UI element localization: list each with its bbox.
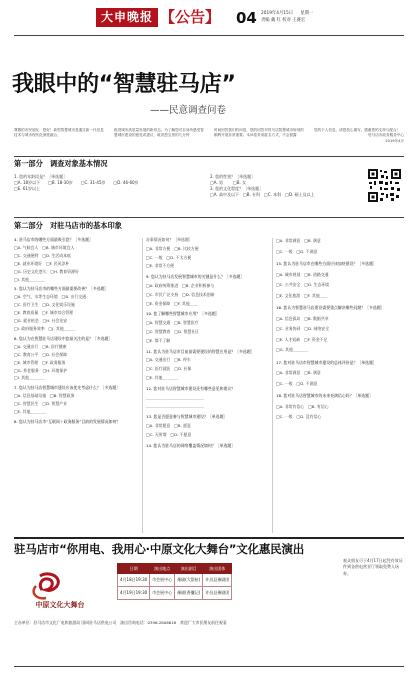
age-option-d[interactable]: □D. 46-60岁 (113, 180, 139, 186)
newspaper-logo: 大申晚报 (96, 8, 158, 27)
question-title: 12. 您对驻马店智慧城市建设还有哪些意见和建议？ (146, 385, 236, 391)
masthead-meta (261, 10, 313, 24)
question-title: 6. 您认为在智慧驻马店建设中您最关注的是？［多选题］ (14, 335, 113, 341)
cell-date: 4月18日19:30 (118, 574, 150, 587)
question-title: 10. 您了解哪些智慧城市应用？［多选题］ (146, 311, 220, 317)
question-title: 14. 您认为驻马店的网络覆盖情况如何？［单选题］ (146, 442, 236, 448)
gender-option-female[interactable]: □B. 女 (233, 180, 247, 186)
table-row (118, 587, 232, 600)
intro-col-4 (314, 128, 404, 144)
answer-option[interactable]: □C. 无所谓 □D. 不愿意 (146, 431, 192, 437)
age-option-a[interactable]: □A. 18岁以下 (14, 180, 41, 186)
answer-option[interactable]: □E. 其他＿＿＿＿ (14, 409, 46, 415)
survey-column-2 (146, 236, 268, 450)
part2-heading: 第二部分 对驻马店市的基本印象 (14, 221, 122, 230)
answer-option[interactable]: □E. 其他＿＿＿＿ (146, 374, 178, 380)
answer-option[interactable]: □C. 一般 □D. 不满意 (276, 248, 318, 254)
question-title: 9. 您认为驻马店发展智慧城市的关键是什么？［多选题］ (146, 274, 245, 280)
intro-date: 2019年4月 (385, 138, 404, 143)
answer-option[interactable]: □A. 非常方便 □B. 比较方便 (146, 245, 199, 251)
age-option-b[interactable]: □B. 18-30岁 (48, 180, 73, 186)
answer-option[interactable]: □A. 政府统筹推进 □B. 企业积极参与 (146, 282, 215, 288)
age-options[interactable] (14, 180, 164, 192)
question-title: 18. 您对驻马店智慧城市的未来充满信心吗？［单选题］ (276, 393, 373, 398)
answer-option[interactable]: □A. 信息孤岛 □B. 数据共享 (276, 315, 329, 321)
column-header: 演出剧目 (175, 564, 203, 574)
spacer: ＿＿＿＿＿＿＿＿＿＿＿＿＿＿＿ (146, 394, 205, 400)
part1-heading: 第一部分 调查对象基本情况 (14, 159, 108, 168)
answer-option[interactable]: □C. 市民广泛支持 □D. 信息技术创新 (146, 291, 215, 297)
answer-option[interactable]: □C. 交通便利 □D. 生活成本低 (14, 252, 71, 258)
intro-col-3: 时间回答我们的问卷，您的回答对驻马店智慧城市规划的顺利开展非常重要。本问卷采用匿名方式，不会泄露 (214, 128, 304, 138)
answer-option[interactable]: □C. 一般 □D. 没有信心 (276, 414, 322, 419)
editor-credits: 责编 戴 红 校对 王赛宏 (261, 18, 306, 23)
answer-option[interactable]: □E. 教育质量 □F. 城市综合管理 (14, 310, 74, 316)
question-title: 5. 您认为驻马店市的哪些方面最需要改善？［多选题］ (14, 286, 109, 292)
answer-option[interactable]: □A. 非常愿意 □B. 愿意 (146, 422, 191, 428)
answer-option[interactable]: □C. 医疗就医 □D. 社保 (146, 366, 192, 372)
question-title: 15. 您认为驻马店市在哪些方面应该加快建设？［多选题］ (276, 261, 377, 266)
issue-weekday: 星期一 (300, 11, 314, 16)
answer-option[interactable]: □I. 其他＿＿＿＿ (14, 375, 45, 381)
age-option-c[interactable]: □C. 31-45岁 (80, 180, 106, 186)
qr-code[interactable] (367, 168, 402, 203)
answer-option[interactable]: □E. 都不了解 (146, 337, 171, 343)
answer-option[interactable]: □C. 一般 □D. 不满意 (276, 380, 318, 386)
question-title: 17. 您对驻马店市智慧城市建设的总体评价是？［单选题］ (276, 359, 377, 365)
answer-option[interactable]: □E. 非常不方便 (146, 263, 175, 269)
gender-option-male[interactable]: □A. 男 (210, 180, 223, 186)
question-age-title: 1. 您的年龄段是？［单选题］ (14, 174, 68, 179)
column-header: 演出团体 (203, 564, 232, 574)
table-header-row (118, 564, 232, 574)
cell-venue: 市会展中心 (150, 587, 175, 600)
answer-option[interactable]: □A. 气候宜人 □B. 城市环境宜人 (14, 244, 75, 250)
education-options[interactable]: □A. 高中及以下 □B. 专科 □C. 本科 □D. 硕士及以上 (210, 192, 315, 198)
column-divider (142, 238, 143, 533)
answer-option[interactable]: □E. 就业环境好 □F. 民风淳朴 (14, 260, 70, 266)
intro-signature: 驻马店市政务服务中心 (368, 133, 404, 138)
answer-option[interactable]: □C. 一般 □D. 不太方便 (146, 254, 192, 260)
question-age (14, 174, 164, 192)
column-divider (272, 238, 273, 533)
page-subtitle: ——民意调查问卷 (150, 105, 227, 116)
section-rule (14, 156, 404, 157)
page-title: 我眼中的“智慧驻马店” (12, 72, 236, 97)
survey-column-3 (276, 236, 404, 423)
answer-option[interactable]: □C. 智慧教育 □D. 智慧社区 (146, 328, 200, 334)
answer-option[interactable]: □A. 交通出行 □B. 医疗健康 (14, 343, 67, 349)
event-logo (16, 570, 104, 612)
section-label: 【公告】 (160, 8, 221, 26)
cell-troupe: 许昌县豫剧团 (203, 587, 232, 600)
answer-option[interactable]: □I. 其他＿＿＿＿ (14, 276, 45, 282)
answer-option[interactable]: □C. 教育公平 □D. 社会保障 (14, 351, 68, 357)
cell-program: 豫剧(香囊记) (175, 587, 203, 600)
schedule-table (117, 563, 232, 600)
answer-option[interactable]: □A. 信息基础设施 □B. 智慧政务 (14, 393, 75, 399)
question-title: 13. 您是否愿意参与智慧城市建设？［单选题］ (146, 414, 228, 420)
answer-option[interactable]: □A. 非常有信心 □B. 有信心 (276, 403, 329, 409)
column-header: 演出地点 (150, 564, 175, 574)
masthead-rule (14, 35, 404, 36)
answer-option[interactable]: □E. 城市管理 □F. 政务服务 (14, 359, 66, 365)
cell-program: 豫剧(大祭桩) (175, 574, 203, 587)
answer-option[interactable]: □A. 智慧交通 □B. 智慧医疗 (146, 320, 199, 326)
question-title: 7. 您认为驻马店智慧城市建设应该优先考虑什么？［多选题］ (14, 385, 121, 391)
spacer: 办事情况如何？［单选题］ (146, 237, 193, 242)
answer-option[interactable]: □A. 城市规划 □B. 道路交通 (276, 271, 329, 277)
answer-option[interactable]: □C. 智慧民生 □D. 智慧产业 (14, 401, 68, 407)
banner-rule (14, 537, 404, 539)
answer-option[interactable]: □G. 就业机会 □H. 社会治安 (14, 318, 68, 324)
intro-col-1: 尊敬的市民朋友：您好！新型智慧城市是通过新一代信息技术与城市现代化深度融合， (14, 128, 104, 138)
answer-option[interactable]: □C. 公共安全 □D. 生态环境 (276, 282, 330, 287)
answer-option[interactable]: □G. 养老服务 □H. 环境保护 (14, 367, 68, 373)
answer-option[interactable]: □A. 非常满意 □B. 满意 (276, 370, 321, 375)
question-title: 8. 您认为驻马店市“互联网＋政务服务”目前的发展情况如何？ (14, 418, 121, 424)
answer-option[interactable]: □A. 非常满意 □B. 满意 (276, 238, 321, 243)
answer-option[interactable]: □A. 空气、水等生态环境 □B. 出行交通 (14, 294, 87, 300)
page-bottom-rule (14, 666, 404, 667)
question-title: 4. 驻马店市的哪些方面最吸引您？［多选题］ (14, 237, 93, 242)
question-education-title: 3. 您的文化程度？［单选题］ (210, 186, 264, 192)
column-header: 日期 (118, 564, 150, 574)
answer-option[interactable]: □G. 其他＿＿＿＿ (276, 347, 309, 352)
cell-date: 4月19日19:30 (118, 587, 150, 600)
answer-option[interactable]: □C. 业务协同 □D. 网络安全 (276, 326, 330, 331)
question-gender (210, 174, 355, 198)
question-title: 16. 您认为智慧驻马店建设需要重点解决哪些问题？［多选题］ (276, 305, 385, 310)
cell-venue: 市会展中心 (150, 574, 175, 587)
banner-footer: 主办单位：驻马店市文化广电和旅游局 国网驻马店供电公司 演出咨询电话：0396-2806618 欢迎广大市民朋友前往观看 (14, 620, 227, 625)
survey-column-1 (14, 236, 139, 426)
table-row (118, 574, 232, 587)
intro-text: 您的个人信息，请您放心填写。感谢您的支持与配合！ (314, 128, 401, 132)
intro-col-2: 推进城市高质量发展的新形态。为了解您对自身所感受智慧城市建设的意见或建议，耽误您宝贵的几分钟 (114, 128, 204, 138)
answer-option[interactable]: □A. 交通出行 □B. 停车 (146, 357, 191, 363)
answer-option[interactable]: □E. 文化旅游 □F. 其他＿＿ (276, 292, 328, 298)
question-title: 11. 您认为驻马店市目前最需要建设的智慧应用是？［多选题］ (146, 348, 255, 354)
answer-option[interactable]: □C. 医疗卫生 □D. 文化娱乐设施 (14, 302, 75, 308)
cell-troupe: 许昌县豫剧团 (203, 574, 232, 587)
age-option-e[interactable]: □E. 61岁以上 (14, 186, 40, 192)
answer-option[interactable]: □E. 资金保障 □F. 其他＿＿ (146, 300, 198, 306)
section-rule (14, 217, 404, 218)
page-number: 04 (236, 9, 257, 27)
answer-option[interactable]: □I. 政府服务效率 □J. 其他＿＿＿ (14, 325, 76, 331)
banner-title: 驻马店市“你用电、我用心·中原文化大舞台”文化惠民演出 (14, 542, 305, 556)
spacer: ＿＿＿＿＿＿＿＿＿＿＿＿＿＿＿ (146, 403, 205, 409)
ticket-note: 观众朋友可于4月17日起凭有效证件到各供电营业厅领取免费入场券。 (343, 558, 403, 576)
answer-option[interactable]: □G. 历史文化悠久 □H. 教育资源好 (14, 268, 79, 274)
question-gender-title: 2. 您的性别？［单选题］ (210, 174, 256, 179)
logo-caption: 中原文化大舞台 (35, 600, 85, 609)
answer-option[interactable]: □E. 人才短缺 □F. 资金不足 (276, 336, 328, 342)
issue-date: 2019年4月15日 (261, 11, 294, 16)
